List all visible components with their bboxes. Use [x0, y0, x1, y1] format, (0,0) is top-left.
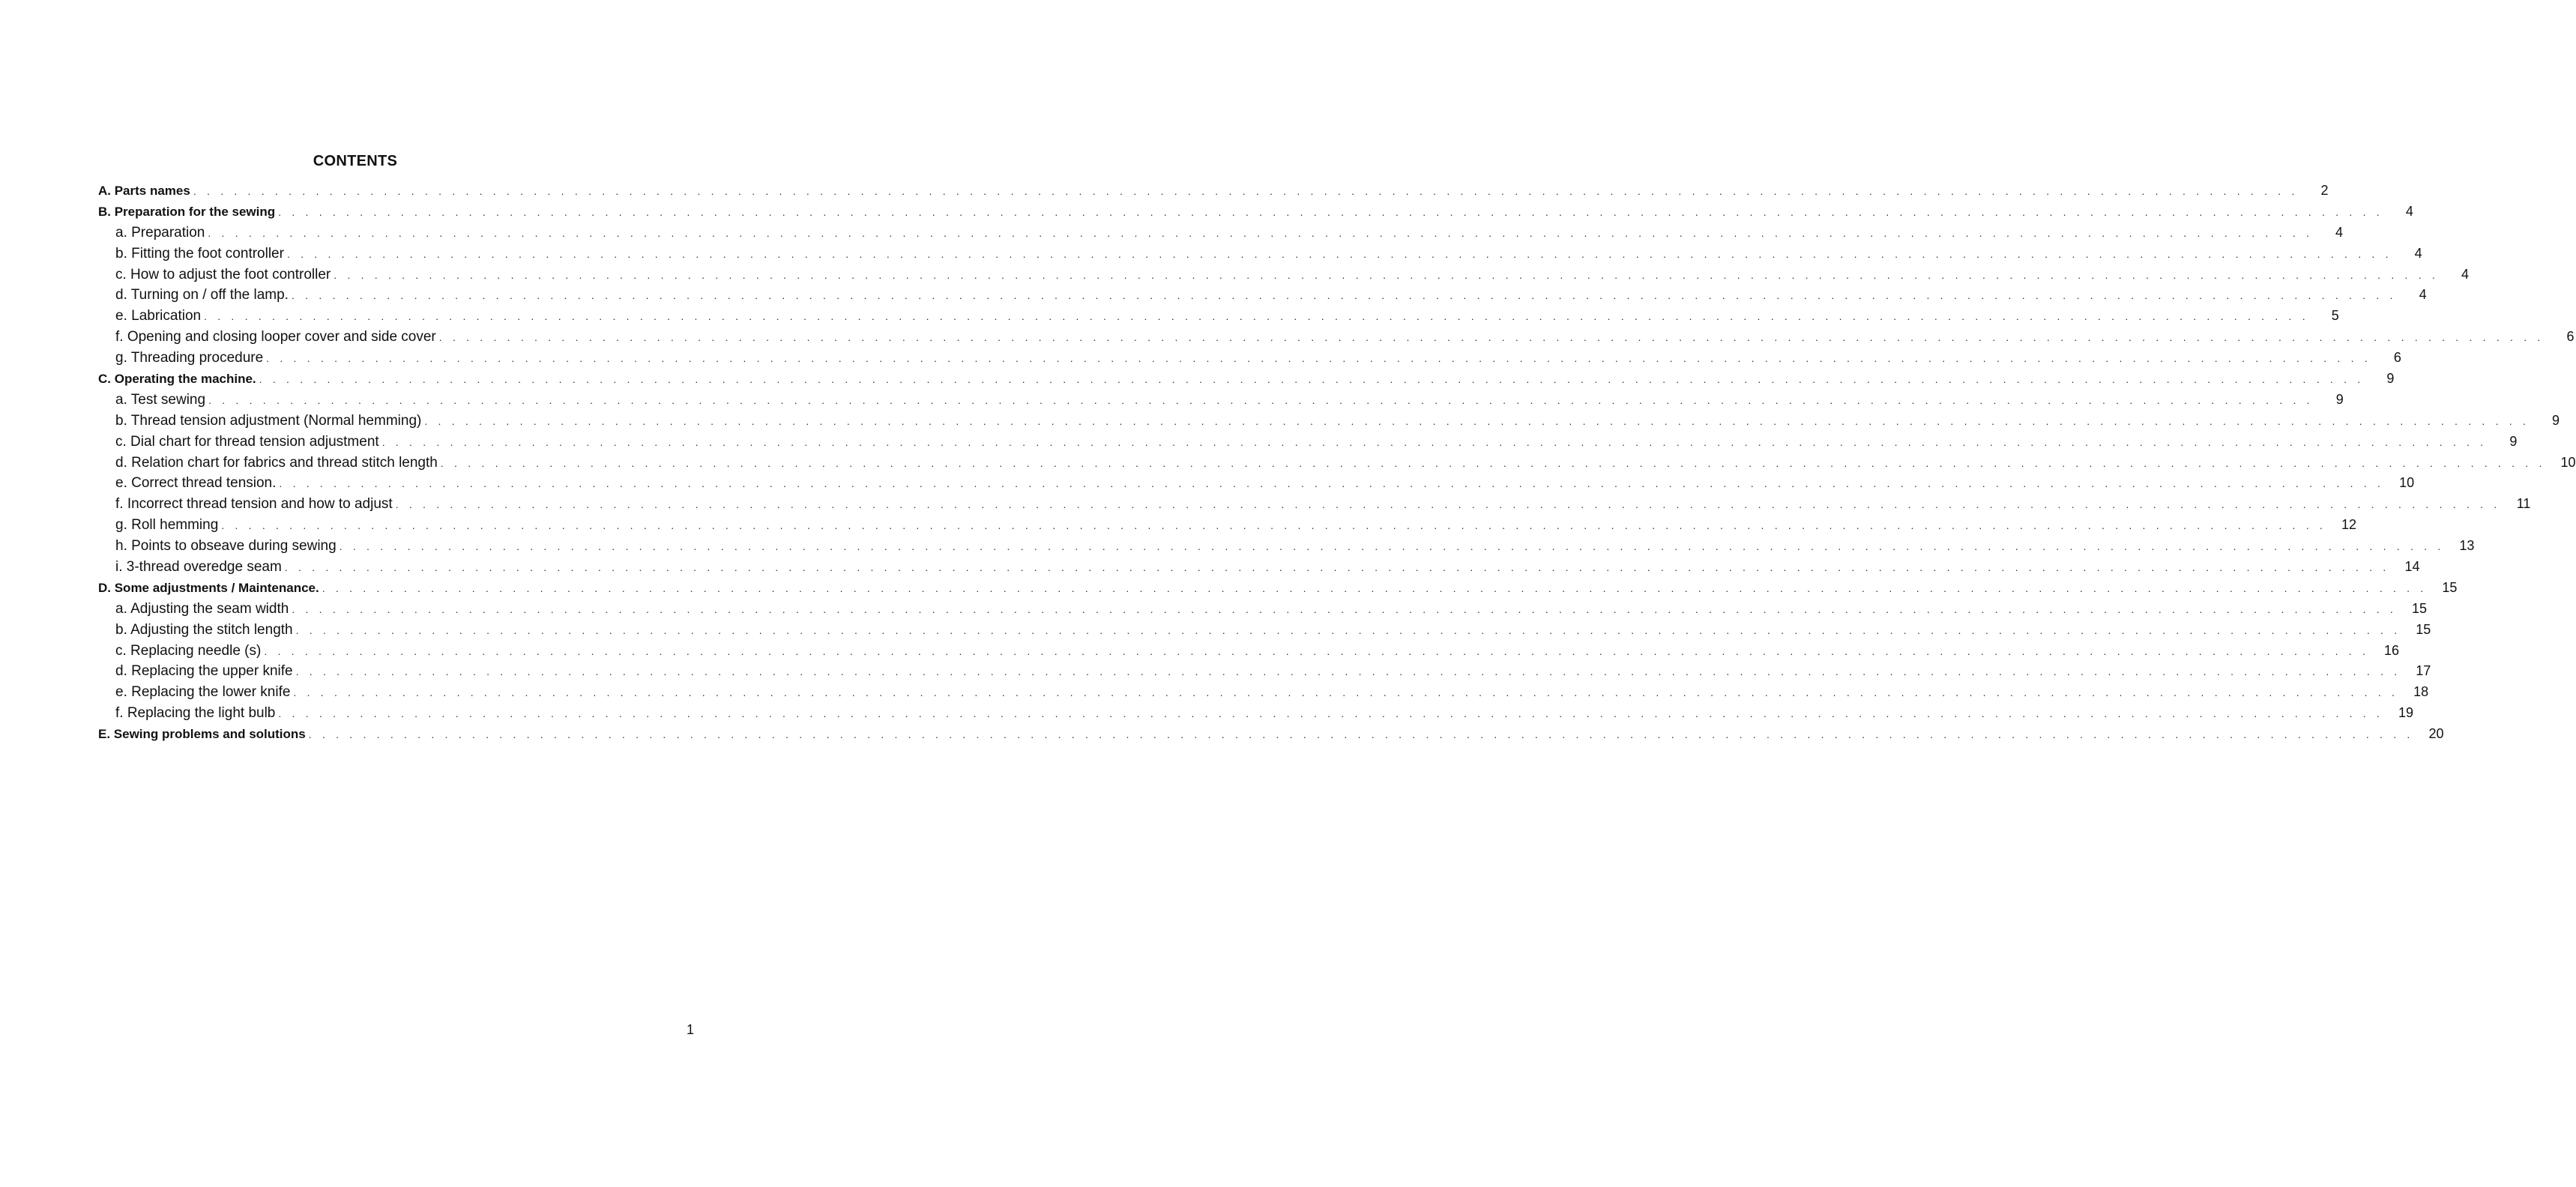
toc-entry-label: b. Adjusting the stitch length [115, 621, 293, 638]
toc-page-number: 19 [2398, 705, 2414, 721]
toc-subsection-row[interactable] [98, 412, 2560, 434]
toc-subsection-row[interactable] [98, 663, 2431, 684]
toc-subsection-row[interactable] [98, 245, 2422, 267]
leader-dots: . . . . . . . . . . . . . . . . . . . . . . . . . . . . . . . . . . . . . . . . . . . . . . . . . . . . . . . . . . . . . . . . . . . . . . . . . . . . . . . . . . . . . . . . . . . . . . . . . . . . . . . . . . . . . . . . . . . . . . . . . . . . . . . . . . . . . . . . . . . . . . . . . . . . . . . . . . . [308, 728, 2414, 741]
leader-dots: . . . . . . . . . . . . . . . . . . . . . . . . . . . . . . . . . . . . . . . . . . . . . . . . . . . . . . . . . . . . . . . . . . . . . . . . . . . . . . . . . . . . . . . . . . . . . . . . . . . . . . . . . . . . . . . . . . . . . . . . . . . . . . . . . . . . . . . . . . . . . . . . . . . . . . . . . . . [264, 644, 2370, 657]
toc-entry-label: a. Preparation [115, 224, 205, 241]
leader-dots: . . . . . . . . . . . . . . . . . . . . . . . . . . . . . . . . . . . . . . . . . . . . . . . . . . . . . . . . . . . . . . . . . . . . . . . . . . . . . . . . . . . . . . . . . . . . . . . . . . . . . . . . . . . . . . . . . . . . . . . . . . . . . . . . . . . . . . . . . . . . . . . . . . . . . . . . . . . [295, 665, 2401, 678]
toc-subsection-row[interactable] [98, 600, 2428, 622]
toc-subsection-row[interactable] [98, 433, 2518, 455]
toc-page-number: 4 [2461, 266, 2469, 282]
toc-entry-label: B. Preparation for the sewing [98, 204, 276, 219]
toc-page-number: 2 [2320, 183, 2329, 198]
toc-entry-label: b. Thread tension adjustment (Normal hemming) [115, 412, 422, 429]
toc-subsection-row[interactable] [98, 287, 2427, 308]
toc-page-number: 9 [2552, 412, 2560, 428]
toc-page-number: 6 [2393, 350, 2401, 366]
toc-entry-label: a. Test sewing [115, 391, 206, 408]
toc-entry-label: a. Adjusting the seam width [115, 600, 289, 617]
toc-subsection-row[interactable] [98, 224, 2344, 246]
toc-entry-label: f. Opening and closing looper cover and side cover [115, 329, 436, 345]
leader-dots: . . . . . . . . . . . . . . . . . . . . . . . . . . . . . . . . . . . . . . . . . . . . . . . . . . . . . . . . . . . . . . . . . . . . . . . . . . . . . . . . . . . . . . . . . . . . . . . . . . . . . . . . . . . . . . . . . . . . . . . . . . . . . . . . . . . . . . . . . . . . . . . . . . . . . . . . . . . [322, 582, 2428, 594]
toc-subsection-row[interactable] [98, 496, 2531, 517]
toc-entry-label: i. 3-thread overedge seam [115, 559, 282, 576]
toc-subsection-row[interactable] [98, 538, 2475, 559]
toc-entry-label: d. Relation chart for fabrics and thread stitch length [115, 454, 438, 471]
leader-dots: . . . . . . . . . . . . . . . . . . . . . . . . . . . . . . . . . . . . . . . . . . . . . . . . . . . . . . . . . . . . . . . . . . . . . . . . . . . . . . . . . . . . . . . . . . . . . . . . . . . . . . . . . . . . . . . . . . . . . . . . . . . . . . . . . . . . . . . . . . . . . . . . . . . . . . . . . . . [424, 414, 2530, 427]
toc-subsection-row[interactable] [98, 350, 2401, 371]
leader-dots: . . . . . . . . . . . . . . . . . . . . . . . . . . . . . . . . . . . . . . . . . . . . . . . . . . . . . . . . . . . . . . . . . . . . . . . . . . . . . . . . . . . . . . . . . . . . . . . . . . . . . . . . . . . . . . . . . . . . . . . . . . . . . . . . . . . . . . . . . . . . . . . . . . . . . . . . . . . [193, 185, 2299, 197]
toc-subsection-row[interactable] [98, 705, 2414, 726]
leader-dots: . . . . . . . . . . . . . . . . . . . . . . . . . . . . . . . . . . . . . . . . . . . . . . . . . . . . . . . . . . . . . . . . . . . . . . . . . . . . . . . . . . . . . . . . . . . . . . . . . . . . . . . . . . . . . . . . . . . . . . . . . . . . . . . . . . . . . . . . . . . . . . . . . . . . . . . . . . . [295, 623, 2401, 636]
toc-entry-label: d. Replacing the upper knife [115, 663, 293, 680]
toc-page-number: 17 [2416, 663, 2431, 679]
toc-subsection-row[interactable] [98, 559, 2420, 580]
toc-page-number: 9 [2335, 391, 2344, 407]
toc-entry-label: c. How to adjust the foot controller [115, 266, 331, 283]
toc-page-number: 4 [2414, 245, 2422, 261]
toc-page-number: 13 [2459, 538, 2475, 554]
leader-dots: . . . . . . . . . . . . . . . . . . . . . . . . . . . . . . . . . . . . . . . . . . . . . . . . . . . . . . . . . . . . . . . . . . . . . . . . . . . . . . . . . . . . . . . . . . . . . . . . . . . . . . . . . . . . . . . . . . . . . . . . . . . . . . . . . . . . . . . . . . . . . . . . . . . . . . . . . . . [259, 373, 2365, 386]
toc-page-number: 10 [2399, 475, 2415, 491]
toc-entry-label: c. Dial chart for thread tension adjustment [115, 433, 379, 450]
leader-dots: . . . . . . . . . . . . . . . . . . . . . . . . . . . . . . . . . . . . . . . . . . . . . . . . . . . . . . . . . . . . . . . . . . . . . . . . . . . . . . . . . . . . . . . . . . . . . . . . . . . . . . . . . . . . . . . . . . . . . . . . . . . . . . . . . . . . . . . . . . . . . . . . . . . . . . . . . . . [395, 498, 2501, 511]
toc-entry-label: b. Fitting the foot controller [115, 245, 284, 262]
toc-page-number: 18 [2413, 684, 2429, 700]
toc-page-number: 4 [2405, 203, 2413, 219]
toc-subsection-row[interactable] [98, 266, 2469, 288]
toc-page-number: 20 [2428, 726, 2444, 742]
leader-dots: . . . . . . . . . . . . . . . . . . . . . . . . . . . . . . . . . . . . . . . . . . . . . . . . . . . . . . . . . . . . . . . . . . . . . . . . . . . . . . . . . . . . . . . . . . . . . . . . . . . . . . . . . . . . . . . . . . . . . . . . . . . . . . . . . . . . . . . . . . . . . . . . . . . . . . . . . . . [266, 352, 2371, 365]
toc-subsection-row[interactable] [98, 454, 2576, 476]
toc-page-number: 9 [2509, 433, 2518, 449]
leader-dots: . . . . . . . . . . . . . . . . . . . . . . . . . . . . . . . . . . . . . . . . . . . . . . . . . . . . . . . . . . . . . . . . . . . . . . . . . . . . . . . . . . . . . . . . . . . . . . . . . . . . . . . . . . . . . . . . . . . . . . . . . . . . . . . . . . . . . . . . . . . . . . . . . . . . . . . . . . . [284, 561, 2390, 574]
toc-entry-label: E. Sewing problems and solutions [98, 727, 306, 742]
toc-page-number: 4 [2335, 224, 2344, 240]
leader-dots: . . . . . . . . . . . . . . . . . . . . . . . . . . . . . . . . . . . . . . . . . . . . . . . . . . . . . . . . . . . . . . . . . . . . . . . . . . . . . . . . . . . . . . . . . . . . . . . . . . . . . . . . . . . . . . . . . . . . . . . . . . . . . . . . . . . . . . . . . . . . . . . . . . . . . . . . . . . [292, 602, 2398, 615]
toc-entry-label: g. Threading procedure [115, 350, 264, 366]
toc-page-number: 16 [2384, 642, 2400, 658]
toc-page-number: 14 [2404, 559, 2420, 575]
toc-entry-label: A. Parts names [98, 184, 190, 198]
toc-page-number: 10 [2560, 454, 2576, 470]
leader-dots: . . . . . . . . . . . . . . . . . . . . . . . . . . . . . . . . . . . . . . . . . . . . . . . . . . . . . . . . . . . . . . . . . . . . . . . . . . . . . . . . . . . . . . . . . . . . . . . . . . . . . . . . . . . . . . . . . . . . . . . . . . . . . . . . . . . . . . . . . . . . . . . . . . . . . . . . . . . [286, 247, 2392, 260]
leader-dots: . . . . . . . . . . . . . . . . . . . . . . . . . . . . . . . . . . . . . . . . . . . . . . . . . . . . . . . . . . . . . . . . . . . . . . . . . . . . . . . . . . . . . . . . . . . . . . . . . . . . . . . . . . . . . . . . . . . . . . . . . . . . . . . . . . . . . . . . . . . . . . . . . . . . . . . . . . . [208, 226, 2314, 239]
leader-dots: . . . . . . . . . . . . . . . . . . . . . . . . . . . . . . . . . . . . . . . . . . . . . . . . . . . . . . . . . . . . . . . . . . . . . . . . . . . . . . . . . . . . . . . . . . . . . . . . . . . . . . . . . . . . . . . . . . . . . . . . . . . . . . . . . . . . . . . . . . . . . . . . . . . . . . . . . . . [204, 310, 2309, 323]
table-of-contents [98, 183, 2576, 747]
leader-dots: . . . . . . . . . . . . . . . . . . . . . . . . . . . . . . . . . . . . . . . . . . . . . . . . . . . . . . . . . . . . . . . . . . . . . . . . . . . . . . . . . . . . . . . . . . . . . . . . . . . . . . . . . . . . . . . . . . . . . . . . . . . . . . . . . . . . . . . . . . . . . . . . . . . . . . . . . . . [438, 331, 2545, 344]
toc-page-number: 9 [2386, 371, 2395, 387]
toc-section-row[interactable] [98, 183, 2329, 204]
leader-dots: . . . . . . . . . . . . . . . . . . . . . . . . . . . . . . . . . . . . . . . . . . . . . . . . . . . . . . . . . . . . . . . . . . . . . . . . . . . . . . . . . . . . . . . . . . . . . . . . . . . . . . . . . . . . . . . . . . . . . . . . . . . . . . . . . . . . . . . . . . . . . . . . . . . . . . . . . . . [339, 540, 2445, 553]
toc-subsection-row[interactable] [98, 621, 2431, 643]
leader-dots: . . . . . . . . . . . . . . . . . . . . . . . . . . . . . . . . . . . . . . . . . . . . . . . . . . . . . . . . . . . . . . . . . . . . . . . . . . . . . . . . . . . . . . . . . . . . . . . . . . . . . . . . . . . . . . . . . . . . . . . . . . . . . . . . . . . . . . . . . . . . . . . . . . . . . . . . . . . [293, 686, 2399, 699]
toc-section-row[interactable] [98, 203, 2413, 225]
toc-subsection-row[interactable] [98, 329, 2575, 350]
toc-section-row[interactable] [98, 579, 2458, 601]
leader-dots: . . . . . . . . . . . . . . . . . . . . . . . . . . . . . . . . . . . . . . . . . . . . . . . . . . . . . . . . . . . . . . . . . . . . . . . . . . . . . . . . . . . . . . . . . . . . . . . . . . . . . . . . . . . . . . . . . . . . . . . . . . . . . . . . . . . . . . . . . . . . . . . . . . . . . . . . . . . [278, 707, 2384, 720]
toc-entry-label: e. Labrication [115, 308, 202, 324]
leader-dots: . . . . . . . . . . . . . . . . . . . . . . . . . . . . . . . . . . . . . . . . . . . . . . . . . . . . . . . . . . . . . . . . . . . . . . . . . . . . . . . . . . . . . . . . . . . . . . . . . . . . . . . . . . . . . . . . . . . . . . . . . . . . . . . . . . . . . . . . . . . . . . . . . . . . . . . . . . . [279, 477, 2385, 490]
toc-page-number: 6 [2566, 329, 2575, 345]
toc-entry-label: D. Some adjustments / Maintenance. [98, 580, 319, 595]
toc-entry-label: h. Points to obseave during sewing [115, 538, 337, 555]
toc-entry-label: C. Operating the machine. [98, 372, 256, 387]
toc-entry-label: g. Roll hemming [115, 517, 219, 534]
leader-dots: . . . . . . . . . . . . . . . . . . . . . . . . . . . . . . . . . . . . . . . . . . . . . . . . . . . . . . . . . . . . . . . . . . . . . . . . . . . . . . . . . . . . . . . . . . . . . . . . . . . . . . . . . . . . . . . . . . . . . . . . . . . . . . . . . . . . . . . . . . . . . . . . . . . . . . . . . . . [221, 519, 2326, 532]
toc-subsection-row[interactable] [98, 391, 2344, 413]
toc-entry-label: c. Replacing needle (s) [115, 642, 262, 659]
page-title: CONTENTS [313, 153, 398, 169]
toc-subsection-row[interactable] [98, 642, 2400, 664]
toc-page-number: 12 [2341, 517, 2356, 533]
toc-section-row[interactable] [98, 371, 2395, 392]
toc-entry-label: f. Replacing the light bulb [115, 705, 276, 722]
leader-dots: . . . . . . . . . . . . . . . . . . . . . . . . . . . . . . . . . . . . . . . . . . . . . . . . . . . . . . . . . . . . . . . . . . . . . . . . . . . . . . . . . . . . . . . . . . . . . . . . . . . . . . . . . . . . . . . . . . . . . . . . . . . . . . . . . . . . . . . . . . . . . . . . . . . . . . . . . . . [291, 289, 2397, 302]
page-number: 1 [687, 1022, 695, 1037]
leader-dots: . . . . . . . . . . . . . . . . . . . . . . . . . . . . . . . . . . . . . . . . . . . . . . . . . . . . . . . . . . . . . . . . . . . . . . . . . . . . . . . . . . . . . . . . . . . . . . . . . . . . . . . . . . . . . . . . . . . . . . . . . . . . . . . . . . . . . . . . . . . . . . . . . . . . . . . . . . . [278, 205, 2383, 218]
toc-entry-label: d. Turning on / off the lamp. [115, 287, 289, 303]
toc-subsection-row[interactable] [98, 517, 2356, 538]
toc-page-number: 15 [2411, 600, 2428, 616]
leader-dots: . . . . . . . . . . . . . . . . . . . . . . . . . . . . . . . . . . . . . . . . . . . . . . . . . . . . . . . . . . . . . . . . . . . . . . . . . . . . . . . . . . . . . . . . . . . . . . . . . . . . . . . . . . . . . . . . . . . . . . . . . . . . . . . . . . . . . . . . . . . . . . . . . . . . . . . . . . . [381, 435, 2488, 448]
toc-subsection-row[interactable] [98, 684, 2429, 705]
toc-page-number: 15 [2442, 579, 2458, 595]
toc-entry-label: e. Replacing the lower knife [115, 684, 291, 701]
toc-entry-label: e. Correct thread tension. [115, 475, 277, 492]
toc-subsection-row[interactable] [98, 475, 2415, 496]
toc-subsection-row[interactable] [98, 308, 2339, 329]
toc-page-number: 5 [2331, 308, 2339, 324]
leader-dots: . . . . . . . . . . . . . . . . . . . . . . . . . . . . . . . . . . . . . . . . . . . . . . . . . . . . . . . . . . . . . . . . . . . . . . . . . . . . . . . . . . . . . . . . . . . . . . . . . . . . . . . . . . . . . . . . . . . . . . . . . . . . . . . . . . . . . . . . . . . . . . . . . . . . . . . . . . . [208, 393, 2314, 406]
toc-page-number: 4 [2419, 287, 2427, 303]
toc-page-number: 11 [2516, 496, 2531, 512]
toc-entry-label: f. Incorrect thread tension and how to adjust [115, 496, 393, 513]
toc-page-number: 15 [2416, 621, 2431, 637]
toc-section-row[interactable] [98, 726, 2444, 747]
leader-dots: . . . . . . . . . . . . . . . . . . . . . . . . . . . . . . . . . . . . . . . . . . . . . . . . . . . . . . . . . . . . . . . . . . . . . . . . . . . . . . . . . . . . . . . . . . . . . . . . . . . . . . . . . . . . . . . . . . . . . . . . . . . . . . . . . . . . . . . . . . . . . . . . . . . . . . . . . . . [440, 456, 2546, 469]
leader-dots: . . . . . . . . . . . . . . . . . . . . . . . . . . . . . . . . . . . . . . . . . . . . . . . . . . . . . . . . . . . . . . . . . . . . . . . . . . . . . . . . . . . . . . . . . . . . . . . . . . . . . . . . . . . . . . . . . . . . . . . . . . . . . . . . . . . . . . . . . . . . . . . . . . . . . . . . . . . [334, 268, 2439, 281]
